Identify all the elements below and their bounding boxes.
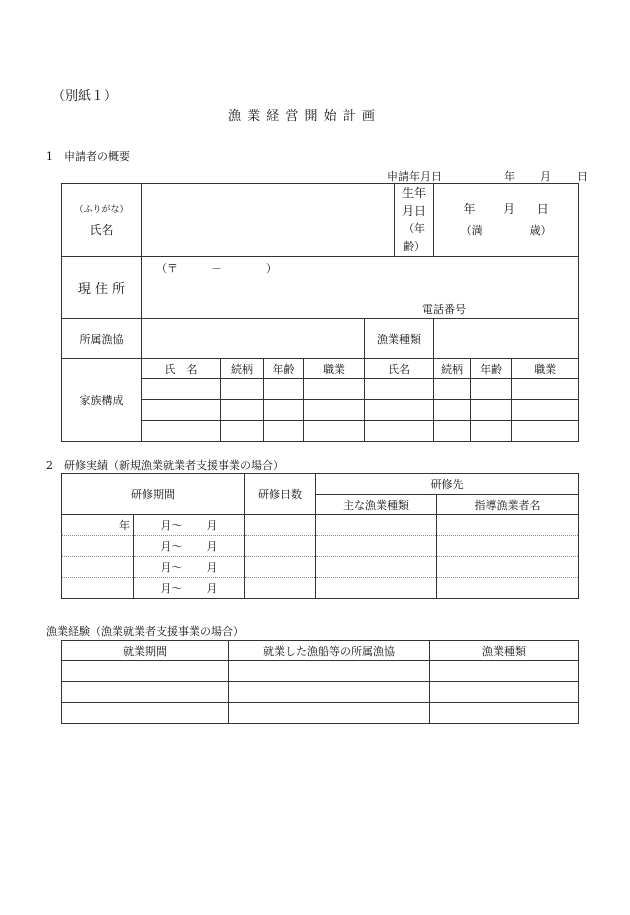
experience-row [62, 703, 579, 724]
training-months[interactable] [134, 515, 245, 536]
family-cell[interactable] [365, 379, 434, 400]
family-header-relation-1: 続柄 [221, 359, 264, 379]
training-row [62, 578, 579, 599]
training-year [62, 578, 134, 599]
training-days-input[interactable] [245, 557, 316, 578]
training-months[interactable] [134, 536, 245, 557]
training-destination-label: 研修先 [316, 474, 579, 495]
family-header-relation-2: 続柄 [434, 359, 471, 379]
training-to: 月 [206, 519, 218, 532]
training-from: 月～ [160, 540, 183, 553]
birth-year-unit: 年 [463, 202, 476, 216]
experience-cell[interactable] [229, 703, 430, 724]
training-year: 年 [62, 515, 134, 536]
name-label: 氏名 [89, 223, 114, 237]
training-row [62, 557, 579, 578]
training-row [62, 515, 579, 536]
family-cell[interactable] [142, 421, 221, 442]
apply-date-label: 申請年月日 [387, 170, 442, 183]
training-to: 月 [206, 540, 218, 553]
coop-input[interactable] [142, 319, 365, 359]
family-cell[interactable] [264, 379, 304, 400]
experience-cell[interactable] [430, 661, 579, 682]
fishery-type-label: 漁業種類 [365, 319, 434, 359]
training-months[interactable] [134, 557, 245, 578]
experience-heading: 漁業経験（漁業就業者支援事業の場合） [46, 625, 244, 638]
experience-cell[interactable] [62, 703, 229, 724]
experience-header-fishery: 漁業種類 [430, 641, 579, 661]
family-header-job-1: 職業 [304, 359, 365, 379]
instructor-label: 指導漁業者名 [437, 495, 579, 515]
family-header-age-1: 年齢 [264, 359, 304, 379]
phone-label: 電話番号 [422, 303, 466, 316]
training-from: 月～ [160, 561, 183, 574]
instructor-input[interactable] [437, 536, 579, 557]
main-fishery-input[interactable] [316, 515, 437, 536]
page-title: 漁 業 経 営 開 始 計 画 [228, 109, 376, 124]
family-cell[interactable] [365, 400, 434, 421]
section1-heading: 1 申請者の概要 [46, 150, 130, 163]
family-cell[interactable] [221, 379, 264, 400]
apply-day-unit: 日 [577, 170, 588, 183]
experience-header-period: 就業期間 [62, 641, 229, 661]
family-header-name-2: 氏名 [365, 359, 434, 379]
family-cell[interactable] [221, 400, 264, 421]
family-cell[interactable] [142, 400, 221, 421]
age-open: （満 [460, 224, 483, 237]
experience-table [61, 640, 579, 724]
age-close: 歳） [529, 224, 552, 237]
attachment-label: （別紙１） [52, 89, 118, 104]
family-cell[interactable] [434, 400, 471, 421]
family-header-age-2: 年齢 [471, 359, 512, 379]
experience-header-coop: 就業した漁船等の所属漁協 [229, 641, 430, 661]
training-months[interactable] [134, 578, 245, 599]
main-fishery-input[interactable] [316, 536, 437, 557]
training-from: 月～ [160, 582, 183, 595]
name-label-cell [62, 184, 142, 257]
family-cell[interactable] [512, 379, 579, 400]
address-input[interactable] [142, 257, 579, 319]
training-to: 月 [206, 561, 218, 574]
fishery-type-input[interactable] [434, 319, 579, 359]
birth-label-1: 生年 [402, 186, 427, 200]
birth-month-unit: 月 [503, 202, 516, 216]
birth-day-unit: 日 [536, 202, 549, 216]
experience-cell[interactable] [430, 703, 579, 724]
family-header-name-1: 氏 名 [142, 359, 221, 379]
training-days-label: 研修日数 [245, 474, 316, 515]
family-cell[interactable] [365, 421, 434, 442]
family-cell[interactable] [221, 421, 264, 442]
family-cell[interactable] [304, 400, 365, 421]
training-year [62, 536, 134, 557]
address-label: 現 住 所 [62, 257, 142, 319]
experience-cell[interactable] [62, 661, 229, 682]
name-input[interactable] [142, 184, 395, 257]
birth-input[interactable] [434, 184, 579, 257]
family-cell[interactable] [434, 379, 471, 400]
coop-label: 所属漁協 [62, 319, 142, 359]
instructor-input[interactable] [437, 557, 579, 578]
experience-cell[interactable] [62, 682, 229, 703]
training-year [62, 557, 134, 578]
family-cell[interactable] [471, 400, 512, 421]
postal-code-label: （〒 － ） [156, 262, 277, 275]
birth-label-2: 月日 [402, 204, 427, 218]
experience-cell[interactable] [229, 682, 430, 703]
family-header-job-2: 職業 [512, 359, 579, 379]
training-days-input[interactable] [245, 515, 316, 536]
family-cell[interactable] [512, 421, 579, 442]
instructor-input[interactable] [437, 578, 579, 599]
family-label: 家族構成 [62, 359, 142, 442]
training-period-label: 研修期間 [62, 474, 245, 515]
family-cell[interactable] [471, 379, 512, 400]
family-cell[interactable] [512, 400, 579, 421]
applicant-table [61, 183, 579, 442]
family-cell[interactable] [434, 421, 471, 442]
experience-row [62, 682, 579, 703]
furigana-label: （ふりがな） [74, 205, 129, 215]
main-fishery-label: 主な漁業種類 [316, 495, 437, 515]
experience-cell[interactable] [430, 682, 579, 703]
family-cell[interactable] [142, 379, 221, 400]
training-from: 月～ [160, 519, 183, 532]
main-fishery-input[interactable] [316, 578, 437, 599]
apply-month-unit: 月 [540, 170, 551, 183]
main-fishery-input[interactable] [316, 557, 437, 578]
training-table [61, 473, 579, 599]
family-cell[interactable] [304, 379, 365, 400]
family-cell[interactable] [304, 421, 365, 442]
family-cell[interactable] [471, 421, 512, 442]
family-cell[interactable] [264, 421, 304, 442]
training-row [62, 536, 579, 557]
training-to: 月 [206, 582, 218, 595]
birth-label-3: （年齢） [403, 222, 426, 253]
instructor-input[interactable] [437, 515, 579, 536]
experience-row [62, 661, 579, 682]
birth-label-cell [395, 184, 434, 257]
section2-heading: 2 研修実績（新規漁業就業者支援事業の場合） [46, 459, 284, 472]
apply-year-unit: 年 [504, 170, 515, 183]
training-days-input[interactable] [245, 536, 316, 557]
training-days-input[interactable] [245, 578, 316, 599]
experience-cell[interactable] [229, 661, 430, 682]
family-cell[interactable] [264, 400, 304, 421]
